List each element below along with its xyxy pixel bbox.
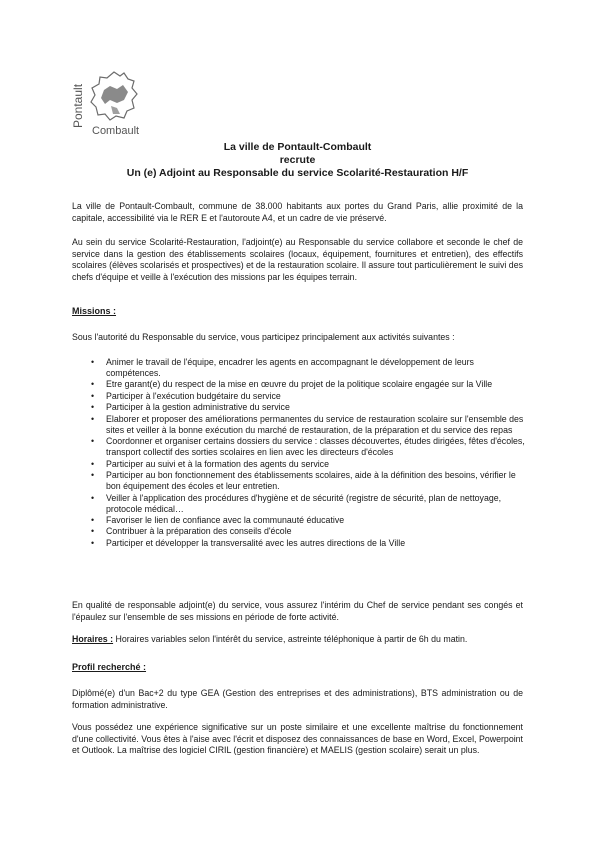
bullet: • <box>91 492 95 503</box>
intro-paragraph-2: Au sein du service Scolarité-Restauration, l'adjoint(e) au Responsable du service collabore et seconde le chef de service dans la gestion des établissements scolaires (locaux, équipement, fournitures et entretien), des effectifs scolaires (élèves scolarisés et prospectives) et de la restauration scolaire. Il assure tout particulièrement le suivi des chefs d'équipe et veille à l'exécution des missions par les équipes terrain. <box>72 237 523 282</box>
list-item: • Participer au bon fonctionnement des établissements scolaires, aide à la définition des besoins, vérifier le bon équipement des écoles et leur entretien. <box>91 470 516 492</box>
profil-heading: Profil recherché : <box>72 662 147 672</box>
header-recruits: recrute <box>279 154 316 166</box>
list-item: • Participer à l'exécution budgétaire du service <box>91 390 281 401</box>
bullet: • <box>91 379 95 390</box>
bullet: • <box>91 390 95 401</box>
list-item: • Participer à la gestion administrative du service <box>91 402 290 413</box>
header-city: La ville de Pontault-Combault <box>223 141 372 153</box>
profil-paragraph-1: Diplômé(e) d'un Bac+2 du type GEA (Gestion des entreprises et des administrations), BTS administration ou de formation administrative. <box>72 688 523 710</box>
list-item: • Participer au suivi et à la formation des agents du service <box>91 458 329 469</box>
logo-text-combault: Combault <box>92 125 140 137</box>
bullet: • <box>91 458 95 469</box>
missions-heading: Missions : <box>72 306 117 316</box>
bullet: • <box>91 357 95 367</box>
profil-paragraph-2: Vous possédez une expérience significative sur un poste similaire et une excellente maîtrise du fonctionnement d'une collectivité. Vous êtes à l'aise avec l'écrit et disposez des connaissances de base en Word, Excel, Powerpoint et Outlook. La maîtrise des logiciel CIRIL (gestion financière) et MAELIS (gestion scolaire) serait un plus. <box>72 722 523 756</box>
missions-interim-paragraph: En qualité de responsable adjoint(e) du service, vous assurez l'intérim du Chef de service pendant ses congés et l'épaulez sur l'ensemble de ses missions en période de forte activité. <box>72 600 523 622</box>
bullet: • <box>91 537 95 548</box>
list-item: • Etre garant(e) du respect de la mise en œuvre du projet de la politique scolaire engagée sur la Ville <box>91 379 493 390</box>
bullet: • <box>91 470 95 481</box>
list-item: • Participer et développer la transversalité avec les autres directions de la Ville <box>91 537 406 548</box>
horaires-paragraph <box>72 634 523 646</box>
bullet: • <box>91 413 95 424</box>
bullet: • <box>91 402 95 413</box>
missions-list <box>70 357 525 549</box>
bullet: • <box>91 436 95 447</box>
horaires-label: Horaires : <box>72 634 114 644</box>
list-item: • Elaborer et proposer des améliorations permanentes du service de restauration scolaire sur l'ensemble des sites et veiller à la bonne exécution du marché de restauration, de la préparation et du service des repas <box>91 413 524 435</box>
bullet: • <box>91 514 95 525</box>
missions-intro: Sous l'autorité du Responsable du service, vous participez principalement aux activités suivantes : <box>72 332 455 342</box>
list-item: • Animer le travail de l'équipe, encadrer les agents en accompagnant le développement de leurs compétences. <box>91 357 474 379</box>
logo-text-pontault: Pontault <box>71 83 85 128</box>
horaires-text: Horaires variables selon l'intérêt du service, astreinte téléphonique à partir de 6h du matin. <box>113 634 468 644</box>
list-item: • Coordonner et organiser certains dossiers du service : classes découvertes, études dirigées, fêtes d'écoles, transport collectif des sorties scolaires en lien avec les directeurs d'écoles <box>91 436 525 458</box>
job-title: Un (e) Adjoint au Responsable du service Scolarité-Restauration H/F <box>126 167 469 179</box>
city-logo <box>70 68 148 138</box>
list-item: • Favoriser le lien de confiance avec la communauté éducative <box>91 514 345 525</box>
list-item: • Veiller à l'application des procédures d'hygiène et de sécurité (registre de sécurité, plan de nettoyage, protocole médical… <box>91 492 502 514</box>
bullet: • <box>91 526 95 537</box>
city-map-icon <box>90 70 138 122</box>
intro-paragraph-1: La ville de Pontault-Combault, commune de 38.000 habitants aux portes du Grand Paris, allie proximité de la capitale, accessibilité via le RER E et l'autoroute A4, et un cadre de vie préservé. <box>72 201 523 223</box>
list-item: • Contribuer à la préparation des conseils d'école <box>91 526 292 537</box>
